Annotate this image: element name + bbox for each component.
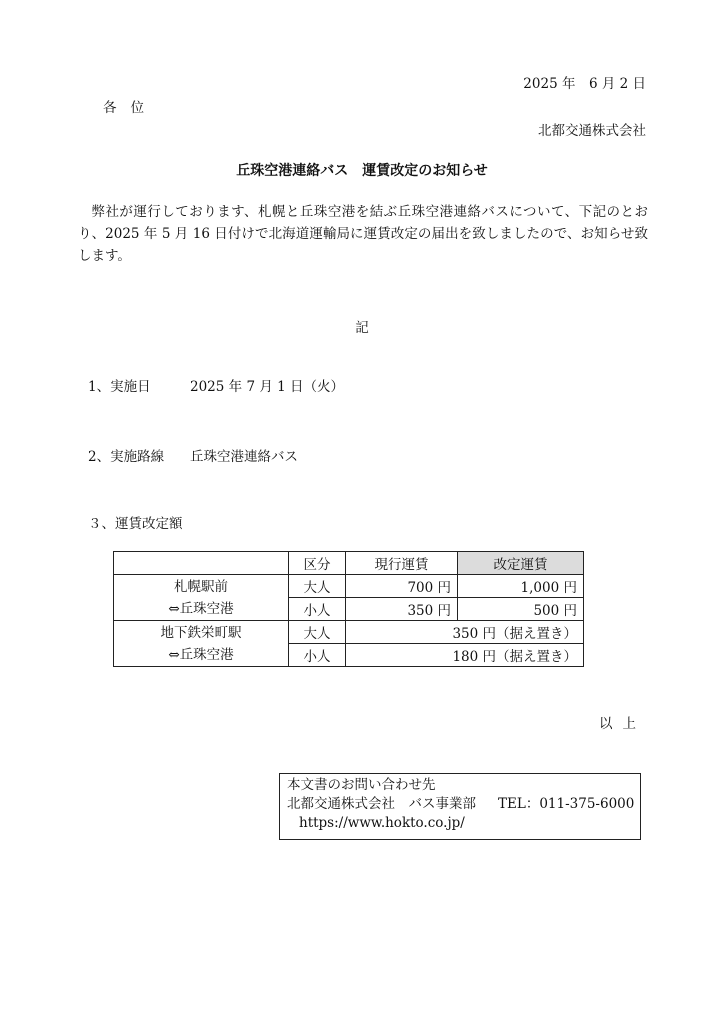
class-cell: 大人	[289, 621, 346, 644]
item-3-label: ３、運賃改定額	[88, 516, 183, 532]
closing-remark: 以上	[599, 716, 646, 732]
document-date: 2025 年 6 月 2 日	[523, 76, 646, 92]
contact-company-line	[287, 795, 633, 814]
table-header-class: 区分	[289, 552, 346, 575]
sender-company: 北都交通株式会社	[538, 123, 646, 139]
table-header-row	[114, 552, 584, 575]
contact-heading: 本文書のお問い合わせ先	[287, 777, 436, 793]
table-row	[114, 575, 584, 598]
contact-url[interactable]: https://www.hokto.co.jp/	[299, 815, 465, 831]
table-header-current: 現行運賃	[346, 552, 458, 575]
table-row	[114, 621, 584, 644]
class-cell: 小人	[289, 644, 346, 667]
body-paragraph: 弊社が運行しております、札幌と丘珠空港を結ぶ丘珠空港連絡バスについて、下記のとおり、2025 年 5 月 16 日付けで北海道運輸局に運賃改定の届出を致しましたので、お知らせ致します。	[78, 204, 648, 264]
item-2-value: 丘珠空港連絡バス	[190, 449, 298, 465]
revised-fare-cell: 500 円	[458, 598, 584, 621]
unchanged-fare-cell: 350 円（据え置き）	[346, 621, 584, 644]
route-cell	[114, 621, 289, 667]
route-name-line2: ⇔丘珠空港	[168, 646, 234, 663]
item-2-label: 2、実施路線	[88, 449, 165, 465]
item-1-label: 1、実施日	[88, 379, 151, 395]
item-1-value: 2025 年 7 月 1 日（火）	[190, 379, 344, 395]
contact-company: 北都交通株式会社 バス事業部	[287, 796, 476, 812]
route-name-line1: 地下鉄栄町駅	[160, 624, 242, 641]
current-fare-cell: 700 円	[346, 575, 458, 598]
route-name-line2: ⇔丘珠空港	[168, 600, 234, 617]
fare-table	[113, 551, 584, 667]
unchanged-fare-cell: 180 円（据え置き）	[346, 644, 584, 667]
route-name-line1: 札幌駅前	[174, 578, 228, 595]
contact-tel: TEL：011-375-6000	[498, 796, 635, 812]
contact-box	[279, 773, 641, 840]
revised-fare-cell: 1,000 円	[458, 575, 584, 598]
ki-heading: 記	[355, 320, 369, 336]
route-cell	[114, 575, 289, 621]
addressee: 各位	[103, 100, 158, 116]
table-header-revised: 改定運賃	[458, 552, 584, 575]
class-cell: 大人	[289, 575, 346, 598]
document-title: 丘珠空港連絡バス 運賃改定のお知らせ	[236, 163, 488, 179]
class-cell: 小人	[289, 598, 346, 621]
current-fare-cell: 350 円	[346, 598, 458, 621]
table-header-route	[114, 552, 289, 575]
